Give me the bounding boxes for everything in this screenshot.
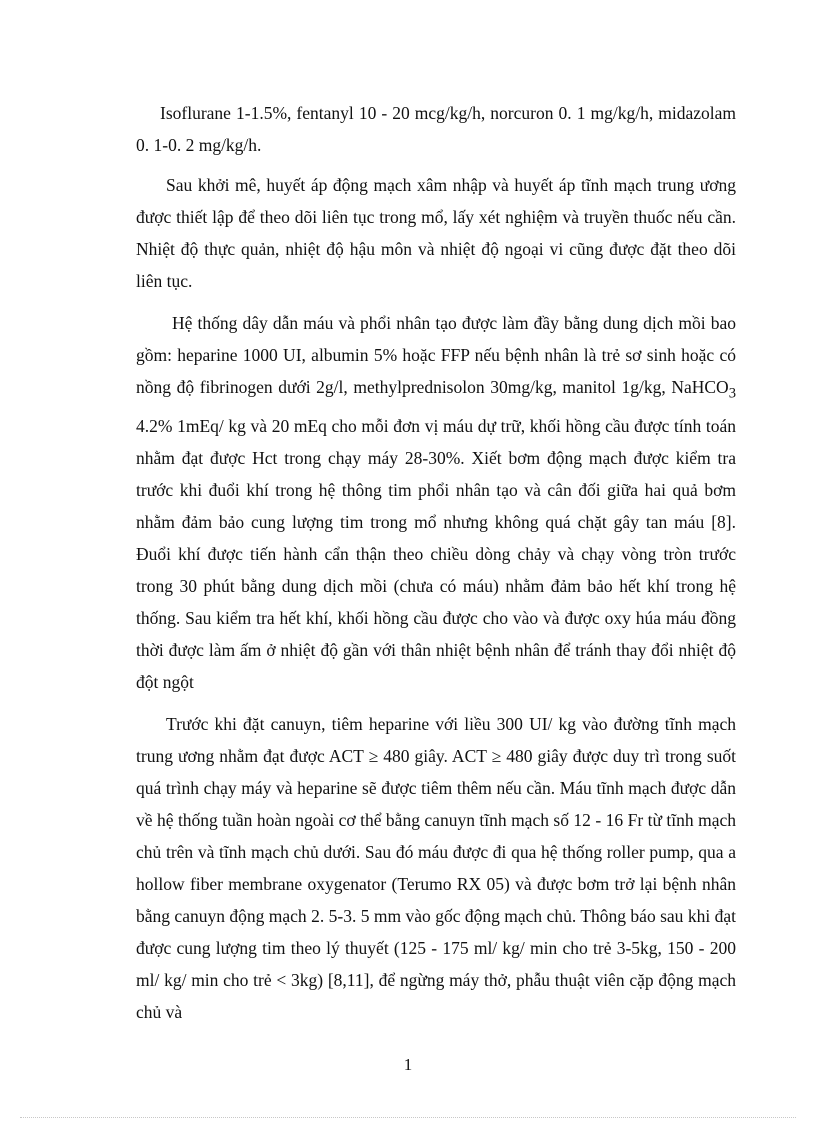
- paragraph-priming-solution: [136, 307, 736, 698]
- priming-text-after: 4.2% 1mEq/ kg và 20 mEq cho mỗi đơn vị máu dự trữ, khối hồng cầu được tính toán nhằm đạt được Hct trong chạy máy 28-30%. Xiết bơm động mạch được kiểm tra trước khi đuổi khí trong hệ thông tim phổi nhân tạo và cân đối giữa hai quả bơm nhằm đảm bảo cung lượng tim trong mổ nhưng không quá chặt gây tan máu [8]. Đuổi khí được tiến hành cẩn thận theo chiều dòng chảy và chạy vòng tròn trước trong 30 phút bằng dung dịch mồi (chưa có máu) nhằm đảm bảo hết khí trong hệ thống. Sau kiểm tra hết khí, khối hồng cầu được cho vào và được oxy húa máu đồng thời được làm ấm ở nhiệt độ gần với thân nhiệt bệnh nhân để tránh thay đổi nhiệt độ đột ngột: [136, 415, 736, 692]
- paragraph-anesthesia-doses: Isoflurane 1-1.5%, fentanyl 10 - 20 mcg/kg/h, norcuron 0. 1 mg/kg/h, midazolam 0. 1-0. 2 mg/kg/h.: [136, 103, 736, 155]
- page-number: 1: [403, 1055, 413, 1074]
- footer-divider: [20, 1117, 796, 1118]
- priming-text-before: Hệ thống dây dẫn máu và phổi nhân tạo được làm đầy bằng dung dịch mồi bao gồm: heparine 1000 UI, albumin 5% hoặc FFP nếu bệnh nhân là trẻ sơ sinh hoặc có nồng độ fibrinogen dưới 2g/l, methylprednisolon 30mg/kg, manitol 1g/kg, NaHCO: [136, 313, 736, 397]
- chemical-subscript: 3: [728, 385, 736, 402]
- body-text: [136, 97, 736, 1038]
- paragraph-cannulation: Trước khi đặt canuyn, tiêm heparine với liều 300 UI/ kg vào đường tĩnh mạch trung ương nhằm đạt được ACT ≥ 480 giây. ACT ≥ 480 giây được duy trì trong suốt quá trình chạy máy và heparine sẽ được tiêm thêm nếu cần. Máu tĩnh mạch được dẫn về hệ thống tuần hoàn ngoài cơ thể bằng canuyn tĩnh mạch số 12 - 16 Fr từ tĩnh mạch chủ trên và tĩnh mạch chủ dưới. Sau đó máu được đi qua hệ thống roller pump, qua a hollow fiber membrane oxygenator (Terumo RX 05) và được bơm trở lại bệnh nhân bằng canuyn động mạch 2. 5-3. 5 mm vào gốc động mạch chủ. Thông báo sau khi đạt được cung lượng tim theo lý thuyết (125 - 175 ml/ kg/ min cho trẻ 3-5kg, 150 - 200 ml/ kg/ min cho trẻ < 3kg) [8,11], để ngừng máy thở, phẫu thuật viên cặp động mạch chủ và: [136, 713, 736, 1022]
- paragraph-monitoring: Sau khởi mê, huyết áp động mạch xâm nhập và huyết áp tĩnh mạch trung ương được thiết lập để theo dõi liên tục trong mổ, lấy xét nghiệm và truyền thuốc nếu cần. Nhiệt độ thực quản, nhiệt độ hậu môn và nhiệt độ ngoại vi cũng được đặt theo dõi liên tục.: [136, 175, 736, 291]
